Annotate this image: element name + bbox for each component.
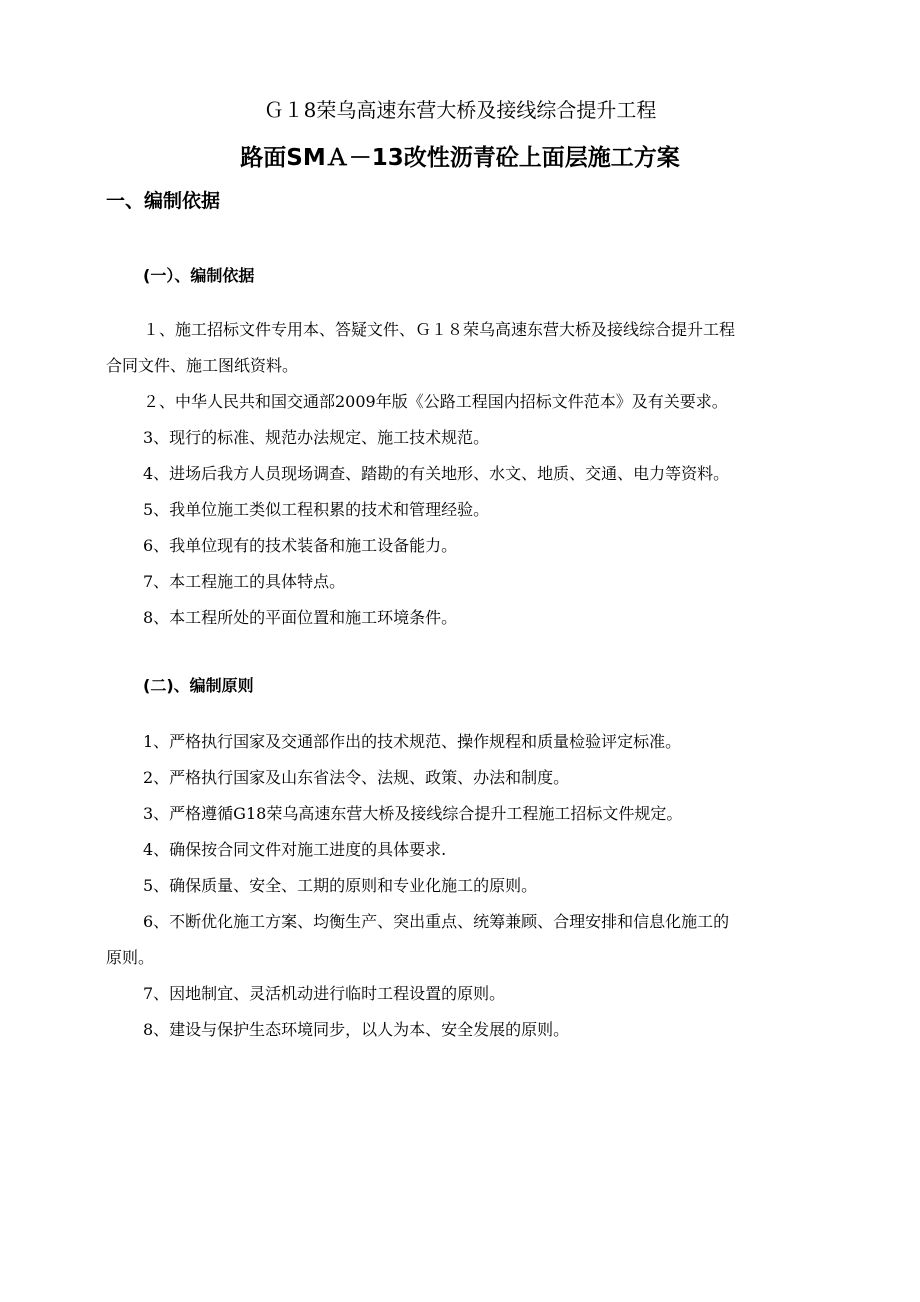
list-item-continuation: 原则。 — [106, 948, 155, 967]
document-title-line2: 路面SMＡ－13改性沥青砼上面层施工方案 — [240, 145, 680, 171]
document-title-line1: Ｇ１8荣乌高速东营大桥及接线综合提升工程 — [263, 98, 657, 122]
list-item: １、施工招标文件专用本、答疑文件、Ｇ１８荣乌高速东营大桥及接线综合提升工程 — [143, 320, 736, 339]
list-item: 8、本工程所处的平面位置和施工环境条件。 — [143, 608, 458, 627]
list-item: ２、中华人民共和国交通部2009年版《公路工程国内招标文件范本》及有关要求。 — [143, 392, 728, 411]
list-item: 3、严格遵循G18荣乌高速东营大桥及接线综合提升工程施工招标文件规定。 — [143, 804, 683, 823]
list-item: 6、不断优化施工方案、均衡生产、突出重点、统筹兼顾、合理安排和信息化施工的 — [143, 912, 730, 931]
list-item: 7、本工程施工的具体特点。 — [143, 572, 346, 591]
subsection1-heading: (一）、编制依据 — [143, 266, 255, 285]
list-item: 6、我单位现有的技术装备和施工设备能力。 — [143, 536, 458, 555]
list-item-continuation: 合同文件、施工图纸资料。 — [106, 356, 299, 375]
list-item: 1、严格执行国家及交通部作出的技术规范、操作规程和质量检验评定标准。 — [143, 732, 682, 751]
subsection2-list — [106, 730, 826, 1054]
list-item: 5、我单位施工类似工程积累的技术和管理经验。 — [143, 500, 490, 519]
subsection1-list — [106, 318, 826, 642]
list-item: 4、进场后我方人员现场调查、踏勘的有关地形、水文、地质、交通、电力等资料。 — [143, 464, 730, 483]
subsection2-heading: (二)、编制原则 — [143, 676, 254, 695]
list-item: 8、建设与保护生态环境同步，以人为本、安全发展的原则。 — [143, 1020, 570, 1039]
list-item: 2、严格执行国家及山东省法令、法规、政策、办法和制度。 — [143, 768, 570, 787]
section1-heading: 一、编制依据 — [106, 190, 221, 212]
list-item: 4、确保按合同文件对施工进度的具体要求. — [143, 840, 447, 859]
list-item: 3、现行的标准、规范办法规定、施工技术规范。 — [143, 428, 490, 447]
list-item: 5、确保质量、安全、工期的原则和专业化施工的原则。 — [143, 876, 538, 895]
list-item: 7、因地制宜、灵活机动进行临时工程设置的原则。 — [143, 984, 506, 1003]
